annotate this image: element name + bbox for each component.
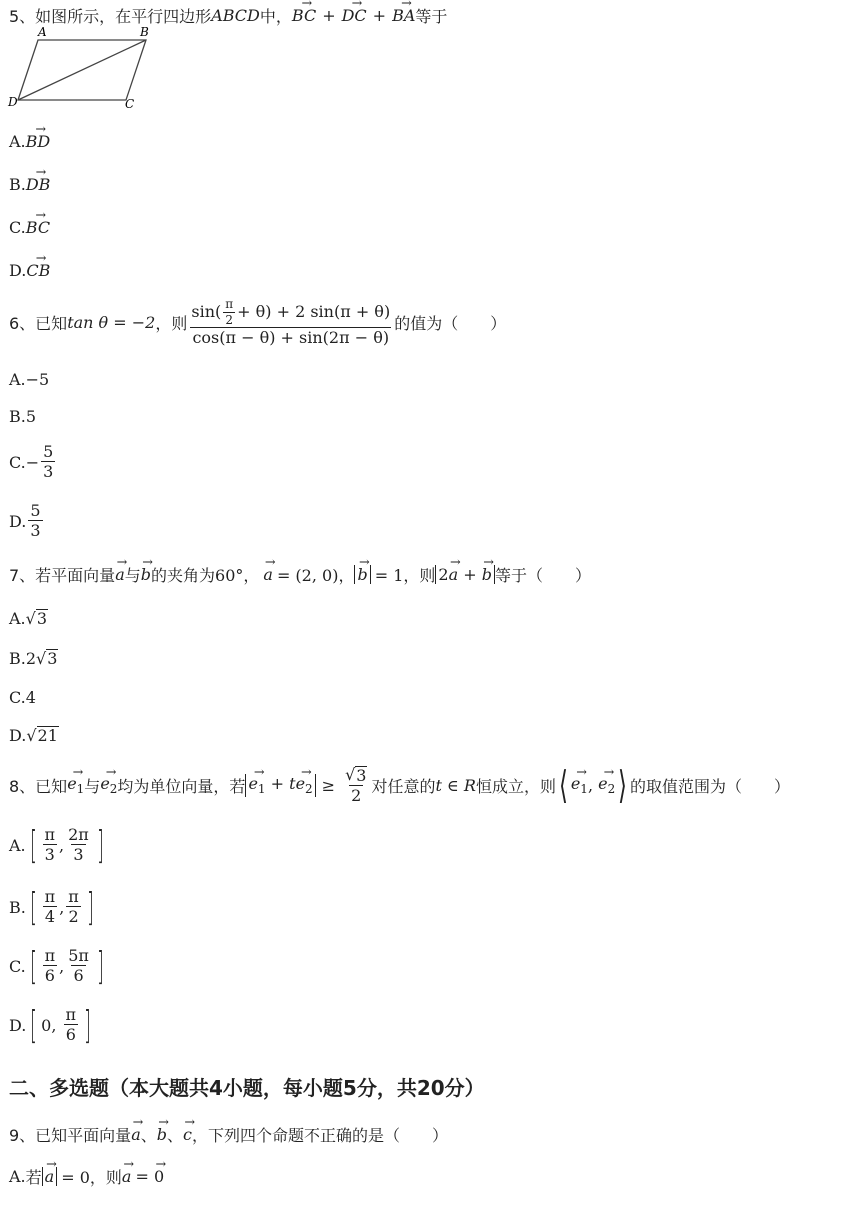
norm-2a-plus-b: 2a → + b → xyxy=(435,565,495,584)
q7-option-a[interactable] xyxy=(9,609,48,628)
q9-stem: 9、已知平面向量 a → 、 b → 、 c → ，下列四个命题不正确的是（ ） xyxy=(9,1123,448,1146)
option-letter: C. xyxy=(9,688,26,707)
option-letter: A. xyxy=(9,132,26,151)
q6-expression-fraction xyxy=(189,298,392,347)
q8-stem: 8、已知 $e_1$ → 与 $e_2$ → 均为单位向量，若 $e_1$ → + $te_2$ → ≥ √ 3 2 对任意的 t ∈ R 恒成立，则 ⟨ $e_1$ → , $e_2$ → ⟩ 的取值范围为（ ） xyxy=(9,766,790,805)
vertex-label-b: B xyxy=(140,25,149,39)
q6-option-b[interactable] xyxy=(9,407,36,426)
q8-stem-prefix: 8、已知 xyxy=(9,776,68,796)
bracket-left: [ xyxy=(29,944,37,989)
vertex-label-d: D xyxy=(8,95,18,109)
q8-stem-suffix: 的取值范围为（ ） xyxy=(630,776,791,796)
norm-e1-plus-te2: $e_1$ → + $te_2$ → xyxy=(245,774,315,797)
q9-stem-suffix: ，下列四个命题不正确的是（ ） xyxy=(191,1126,448,1145)
sqrt3-over-2: √ 3 2 xyxy=(345,765,367,805)
option-sqrt: √ 3 xyxy=(25,609,48,629)
option-letter: A. xyxy=(9,370,26,389)
q6-condition: tan θ = −2 xyxy=(67,313,156,333)
vector-a: a → xyxy=(115,565,125,584)
bracket-left: [ xyxy=(30,1003,38,1048)
angle-bracket-right: ⟩ xyxy=(618,763,628,808)
q5-plus-1: + xyxy=(322,6,336,25)
pi-over-2: $\frac{\pi}{2}$ xyxy=(225,297,234,327)
vector-b: b → xyxy=(141,565,151,584)
angle-bracket-left: ⟨ xyxy=(558,763,568,808)
bracket-left: [ xyxy=(29,823,37,868)
option-letter: B. xyxy=(9,897,26,917)
q5-stem-suffix: 等于 xyxy=(415,7,448,26)
option-letter: B. xyxy=(9,407,26,426)
option-vector: BC → xyxy=(26,218,50,237)
option-sign: − xyxy=(25,452,40,472)
bracket-right: ] xyxy=(86,885,94,930)
option-value: −5 xyxy=(25,370,50,389)
vector-b: b → xyxy=(157,1125,167,1144)
option-vector: BD → xyxy=(26,132,51,151)
q7-stem-suffix: 等于（ ） xyxy=(494,566,591,585)
option-sqrt: √ 3 xyxy=(36,649,58,669)
q6-option-d[interactable] xyxy=(9,502,45,541)
bracket-left: [ xyxy=(29,885,37,930)
q8-option-c[interactable]: C. [ $\frac{\pi}{6}$ , $\frac{5\pi}{6}$ ] xyxy=(9,944,104,989)
interval-right: $\frac{5\pi}{6}$ xyxy=(68,946,89,986)
q6-option-c[interactable] xyxy=(9,443,57,482)
interval-right: $\frac{\pi}{6}$ xyxy=(65,1005,77,1045)
t-in-r: t ∈ R xyxy=(435,775,476,795)
vector-e2: $e_2$ → xyxy=(100,774,117,796)
bracket-right: ] xyxy=(96,944,104,989)
section-heading-multiple-choice: 二、多选题（本大题共4小题，每小题5分，共20分） xyxy=(9,1076,485,1100)
q5-option-c[interactable] xyxy=(9,218,50,237)
option-letter: B. xyxy=(9,649,26,668)
option-value: 4 xyxy=(25,688,36,707)
option-value: 5 xyxy=(25,407,37,426)
interval-left: $\frac{\pi}{3}$ xyxy=(44,825,55,865)
q5-vector-ba: BA → xyxy=(392,6,415,25)
option-letter: C. xyxy=(9,956,26,976)
q8-option-b[interactable]: B. [ $\frac{\pi}{4}$ , $\frac{\pi}{2}$ ] xyxy=(9,885,94,930)
q5-stem-prefix: 5、如图所示，在平行四边形 xyxy=(9,7,212,26)
option-fraction: $\frac{5}{3}$ xyxy=(30,501,41,541)
interval-right: $\frac{2\pi}{3}$ xyxy=(68,825,89,865)
q5-plus-2: + xyxy=(372,6,387,25)
q5-option-b[interactable] xyxy=(9,175,50,194)
parallelogram-diagonal-bd xyxy=(18,40,146,100)
vertex-label-a: A xyxy=(38,25,47,39)
q5-vector-bc: BC → xyxy=(292,6,316,25)
option-letter: A. xyxy=(9,1167,26,1186)
q7-angle: 60°， xyxy=(215,566,260,585)
option-letter: A. xyxy=(9,835,26,855)
norm-b: b → xyxy=(354,565,370,584)
option-letter: D. xyxy=(9,261,27,280)
option-fraction: $\frac{5}{3}$ xyxy=(43,442,54,482)
q5-option-d[interactable] xyxy=(9,261,50,280)
fraction-denominator: cos(π − θ) + sin(2π − θ) xyxy=(192,328,390,348)
q5-stem-mid: 中， xyxy=(259,7,292,26)
q5-vector-dc: DC → xyxy=(342,6,367,25)
interval-right: $\frac{\pi}{2}$ xyxy=(68,887,79,927)
interval-left: 0 xyxy=(41,1015,52,1035)
vertex-label-c: C xyxy=(125,97,135,111)
q9-stem-prefix: 9、已知平面向量 xyxy=(9,1126,132,1145)
q7-option-d[interactable] xyxy=(9,726,59,745)
fraction-numerator: sin( $\frac{\pi}{2}$ + θ) + 2 sin(π + θ) xyxy=(191,297,391,327)
q6-stem-suffix: 的值为（ ） xyxy=(394,314,507,334)
q6-stem-mid: ，则 xyxy=(155,314,188,334)
q6-stem-prefix: 6、已知 xyxy=(9,314,68,334)
vector-c: c → xyxy=(183,1125,192,1144)
q5-parallelogram-name: ABCD xyxy=(211,6,260,25)
option-letter: D. xyxy=(9,511,27,531)
vector-a: a → xyxy=(131,1125,141,1144)
option-letter: B. xyxy=(9,175,26,194)
q5-option-a[interactable] xyxy=(9,132,50,151)
q9-option-a[interactable]: A. 若 a → = 0，则 a → = 0 → xyxy=(9,1165,164,1188)
q7-option-c[interactable] xyxy=(9,688,36,707)
bracket-right: ] xyxy=(96,823,104,868)
q8-option-d[interactable]: D. [ 0 , $\frac{\pi}{6}$ ] xyxy=(9,1003,91,1048)
option-letter: D. xyxy=(9,1015,27,1035)
q7-stem-prefix: 7、若平面向量 xyxy=(9,566,116,585)
option-vector: DB → xyxy=(26,175,51,194)
zero-vector: 0 → xyxy=(154,1167,164,1186)
interval-left: $\frac{\pi}{4}$ xyxy=(44,887,56,927)
q8-option-a[interactable]: A. [ $\frac{\pi}{3}$ , $\frac{2\pi}{3}$ ] xyxy=(9,823,104,868)
vector-a: a → xyxy=(263,565,273,584)
option-vector: CB → xyxy=(26,261,50,280)
vector-e1: $e_1$ → xyxy=(67,774,84,796)
interval-left: $\frac{\pi}{6}$ xyxy=(44,946,56,986)
option-letter: D. xyxy=(9,726,27,745)
q6-stem xyxy=(9,298,506,347)
norm-a: a → xyxy=(42,1167,58,1186)
option-letter: C. xyxy=(9,218,26,237)
option-letter: A. xyxy=(9,609,26,628)
option-sqrt: √ 21 xyxy=(26,726,58,746)
option-coefficient: 2 xyxy=(25,649,37,668)
bracket-right: ] xyxy=(84,1003,91,1048)
option-letter: C. xyxy=(9,452,26,472)
q7-stem: 7、若平面向量 a → 与 b → 的夹角为 60°， a → = (2, 0)， b → = 1，则 2a → + b → 等于（ ） xyxy=(9,563,591,586)
q8-ge: ≥ xyxy=(321,775,336,795)
q5-parallelogram-figure xyxy=(6,24,156,114)
q6-option-a[interactable] xyxy=(9,370,49,389)
q7-option-b[interactable] xyxy=(9,649,58,668)
